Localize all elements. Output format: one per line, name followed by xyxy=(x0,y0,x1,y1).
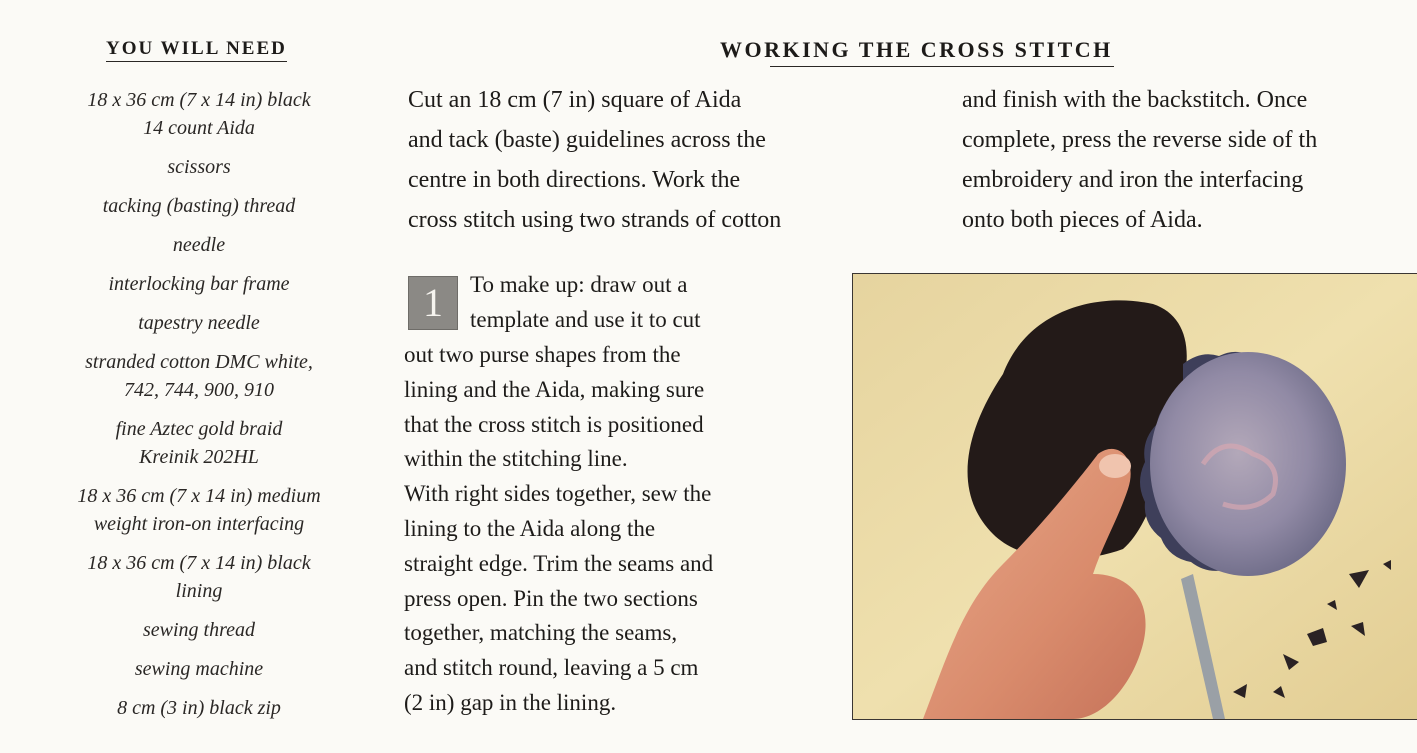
material-item-line: sewing thread xyxy=(142,619,256,641)
material-item-line: Kreinik 202HL xyxy=(139,446,259,468)
text-line: To make up: draw out a xyxy=(470,272,688,297)
material-item xyxy=(40,231,358,259)
material-item-line: stranded cotton DMC white, xyxy=(85,351,313,373)
material-item xyxy=(40,549,358,605)
text-line: that the cross stitch is positioned xyxy=(404,411,704,437)
material-item xyxy=(40,415,358,471)
step-text-intro xyxy=(470,268,701,338)
intro-paragraph-right xyxy=(962,80,1317,240)
material-item xyxy=(40,694,358,722)
step-number-badge: 1 xyxy=(408,276,458,330)
material-item xyxy=(40,309,358,337)
text-line: lining and the Aida, making sure xyxy=(404,376,705,402)
material-item xyxy=(40,153,358,181)
text-line: Cut an 18 cm (7 in) square of Aida xyxy=(408,87,742,113)
text-line: out two purse shapes from the xyxy=(404,342,681,367)
material-item-line: 14 count Aida xyxy=(143,117,255,139)
text-line: and stitch round, leaving a 5 cm xyxy=(404,655,699,681)
text-line: together, matching the seams, xyxy=(404,620,678,646)
material-item-line: 742, 744, 900, 910 xyxy=(124,379,274,401)
material-item-line: lining xyxy=(175,580,223,602)
materials-list xyxy=(40,86,358,733)
you-will-need-heading: YOU WILL NEED xyxy=(106,38,287,62)
material-item xyxy=(40,616,358,644)
text-line: With right sides together, sew the xyxy=(404,481,712,507)
intro-paragraph-left xyxy=(408,80,781,240)
text-line: onto both pieces of Aida. xyxy=(962,207,1203,233)
material-item-line: 18 x 36 cm (7 x 14 in) medium xyxy=(77,485,321,507)
material-item-line: scissors xyxy=(167,156,231,178)
material-item-line: sewing machine xyxy=(134,658,264,680)
text-line: complete, press the reverse side of th xyxy=(962,127,1318,153)
material-item xyxy=(40,86,358,142)
material-item-line: 8 cm (3 in) black zip xyxy=(117,697,281,719)
text-line: template and use it to cut xyxy=(470,306,701,332)
material-item-line: interlocking bar frame xyxy=(108,273,290,295)
material-item xyxy=(40,655,358,683)
material-item xyxy=(40,270,358,298)
purse-making-photo xyxy=(852,273,1417,720)
material-item-line: tacking (basting) thread xyxy=(102,195,296,217)
text-line: and tack (baste) guidelines across the xyxy=(408,127,766,153)
material-item xyxy=(40,482,358,538)
material-item-line: needle xyxy=(172,234,226,256)
text-line: lining to the Aida along the xyxy=(404,515,656,541)
material-item-line: weight iron-on interfacing xyxy=(93,513,305,535)
material-item-line: 18 x 36 cm (7 x 14 in) black xyxy=(87,552,311,574)
text-line: (2 in) gap in the lining. xyxy=(404,689,617,715)
embroidered-aida-panel xyxy=(1150,352,1346,576)
working-heading: WORKING THE CROSS STITCH xyxy=(720,37,1113,62)
material-item-line: tapestry needle xyxy=(138,312,260,334)
text-line: within the stitching line. xyxy=(404,446,628,472)
heading-rule xyxy=(770,66,1114,67)
material-item xyxy=(40,192,358,220)
step-text-body xyxy=(404,338,713,721)
thumbnail xyxy=(1099,454,1131,478)
text-line: embroidery and iron the interfacing xyxy=(962,167,1304,193)
text-line: cross stitch using two strands of cotton xyxy=(408,207,782,233)
material-item-line: fine Aztec gold braid xyxy=(115,418,283,440)
text-line: centre in both directions. Work the xyxy=(408,167,741,193)
text-line: and finish with the backstitch. Once xyxy=(962,87,1308,113)
text-line: press open. Pin the two sections xyxy=(404,585,698,611)
material-item xyxy=(40,348,358,404)
text-line: straight edge. Trim the seams and xyxy=(404,550,714,576)
material-item-line: 18 x 36 cm (7 x 14 in) black xyxy=(87,89,311,111)
